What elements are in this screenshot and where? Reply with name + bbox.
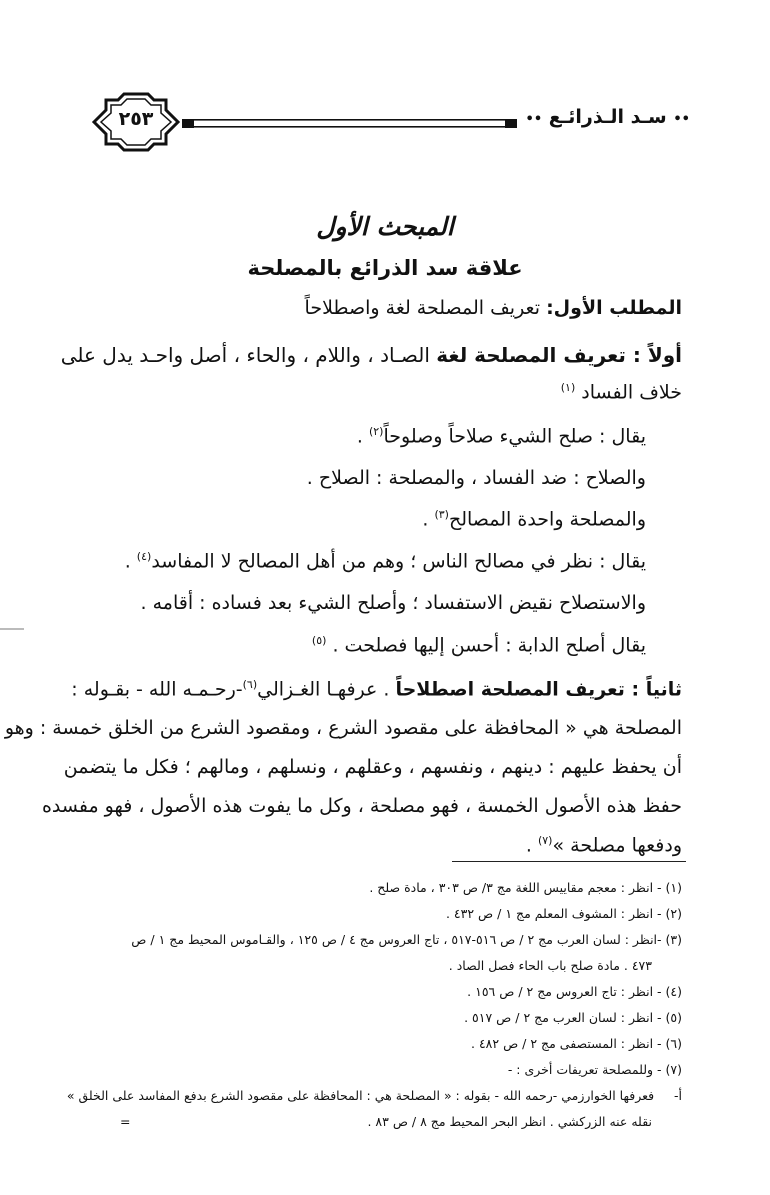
footnote-divider <box>452 861 686 862</box>
paragraph-1-line-2 <box>82 381 682 403</box>
double-rule-icon <box>182 119 517 128</box>
p1-text: الصـاد ، واللام ، والحاء ، أصل واحـد يدل على <box>60 343 437 367</box>
footnote-ref: (٦) <box>242 678 258 691</box>
page-number: ٢٥٣ <box>118 108 154 130</box>
footnote-7a <box>62 1088 682 1103</box>
header-title <box>526 106 690 128</box>
footnote-3-line-1: (٣) -انظر : لسان العرب مج ٢ / ص ٥١٦-٥١٧ ، تاج العروس مج ٤ / ص ١٢٥ ، والقـاموس المحيط مج ١ / ص <box>131 932 682 947</box>
paragraph-3: والصلاح : ضد الفساد ، والمصلحة : الصلاح . <box>306 467 646 489</box>
section-subtitle: علاقة سد الذرائع بالمصلحة <box>247 256 523 280</box>
footnote-ref: (٣) <box>434 508 449 521</box>
p5-text: يقال : نظر في مصالح الناس ؛ وهم من أهل المصالح لا المفاسد <box>151 550 646 573</box>
paragraph-9-line-1: المصلحة هي « المحافظة على مقصود الشرع ، ومقصود الشرع من الخلق خمسة : وهو <box>4 717 682 739</box>
continuation-mark: = <box>120 1114 131 1129</box>
p1-label: أولاً : تعريف المصلحة لغة <box>436 343 682 367</box>
paragraph-9-line-2: أن يحفظ عليهم : دينهم ، ونفسهم ، وعقلهم ، ونسلهم ، ومالهم ؛ فكل ما يتضمن <box>63 756 682 778</box>
section-title: المبحث الأول <box>316 212 454 241</box>
footnote-ref: (٢) <box>368 425 384 438</box>
footnote-5: (٥) - انظر : لسان العرب مج ٢ / ص ٥١٧ . <box>464 1010 682 1025</box>
p8-text2: -رحـمـه الله - بقـوله : <box>71 678 243 701</box>
header-dots-left: •• <box>525 112 543 127</box>
p7-text: يقال أصلح الدابة : أحسن إليها فصلحت . <box>332 634 646 657</box>
paragraph-7 <box>46 634 646 656</box>
header-title-text: سـد الـذرائـع <box>548 106 667 128</box>
paragraph-6: والاستصلاح نقيض الاستفساد ؛ وأصلح الشيء بعد فساده : أقامه . <box>140 592 646 614</box>
margin-mark <box>0 628 24 630</box>
footnote-ref: (١) <box>560 381 576 394</box>
footnote-7: (٧) - وللمصلحة تعريفات أخرى : - <box>507 1062 682 1077</box>
matlab-label: المطلب الأول: <box>546 297 682 319</box>
p9-end: . <box>525 834 532 857</box>
p2-text: يقال : صلح الشيء صلاحاً وصلوحاً <box>383 425 646 448</box>
footnote-3-line-2: ٤٧٣ . مادة صلح باب الحاء فصل الصاد . <box>448 958 652 973</box>
paragraph-8 <box>71 678 682 701</box>
footnote-ref: (٥) <box>311 634 327 647</box>
p9-line4: ودفعها مصلحة » <box>552 834 682 857</box>
paragraph-1-line-1 <box>60 343 682 367</box>
matlab-heading <box>82 297 682 319</box>
p8-label: ثانياً : تعريف المصلحة اصطلاحاً <box>395 678 682 701</box>
paragraph-2 <box>46 425 646 447</box>
p1-line2: خلاف الفساد <box>581 381 682 404</box>
matlab-text: تعريف المصلحة لغة واصطلاحاً <box>304 297 547 319</box>
footnote-7a-marker: أ- <box>674 1088 682 1103</box>
footnote-ref: (٧) <box>537 834 553 847</box>
footnote-2: (٢) - انظر : المشوف المعلم مج ١ / ص ٤٣٢ . <box>445 906 682 921</box>
paragraph-4 <box>46 508 646 530</box>
footnote-1: (١) - انظر : معجم مقاييس اللغة مج ٣/ ص ٣٠٣ ، مادة صلح . <box>369 880 682 895</box>
p4-end: . <box>422 508 429 531</box>
paragraph-9-line-3: حفظ هذه الأصول الخمسة ، فهو مصلحة ، وكل ما يفوت هذه الأصول ، فهو مفسده <box>41 795 682 817</box>
paragraph-9-line-4 <box>82 834 682 856</box>
p8-text: . عرفهـا الغـزالي <box>257 678 396 701</box>
footnote-7a-text: فعرفها الخوارزمي -رحمه الله - بقوله : « المصلحة هي : المحافظة على مقصود الشرع بدفع المفاسد على الخلق » <box>66 1088 655 1103</box>
header-dots-right: •• <box>673 112 690 127</box>
p2-end: . <box>356 425 363 448</box>
running-header <box>90 92 690 152</box>
footnote-7b: نقله عنه الزركشي . انظر البحر المحيط مج ٨ / ص ٨٣ . <box>367 1114 652 1129</box>
p4-text: والمصلحة واحدة المصالح <box>448 508 646 531</box>
footnote-6: (٦) - انظر : المستصفى مج ٢ / ص ٤٨٢ . <box>470 1036 682 1051</box>
p5-end: . <box>124 550 131 573</box>
footnote-4: (٤) - انظر : تاج العروس مج ٢ / ص ١٥٦ . <box>467 984 682 999</box>
footnote-ref: (٤) <box>136 550 152 563</box>
paragraph-5 <box>46 550 646 572</box>
